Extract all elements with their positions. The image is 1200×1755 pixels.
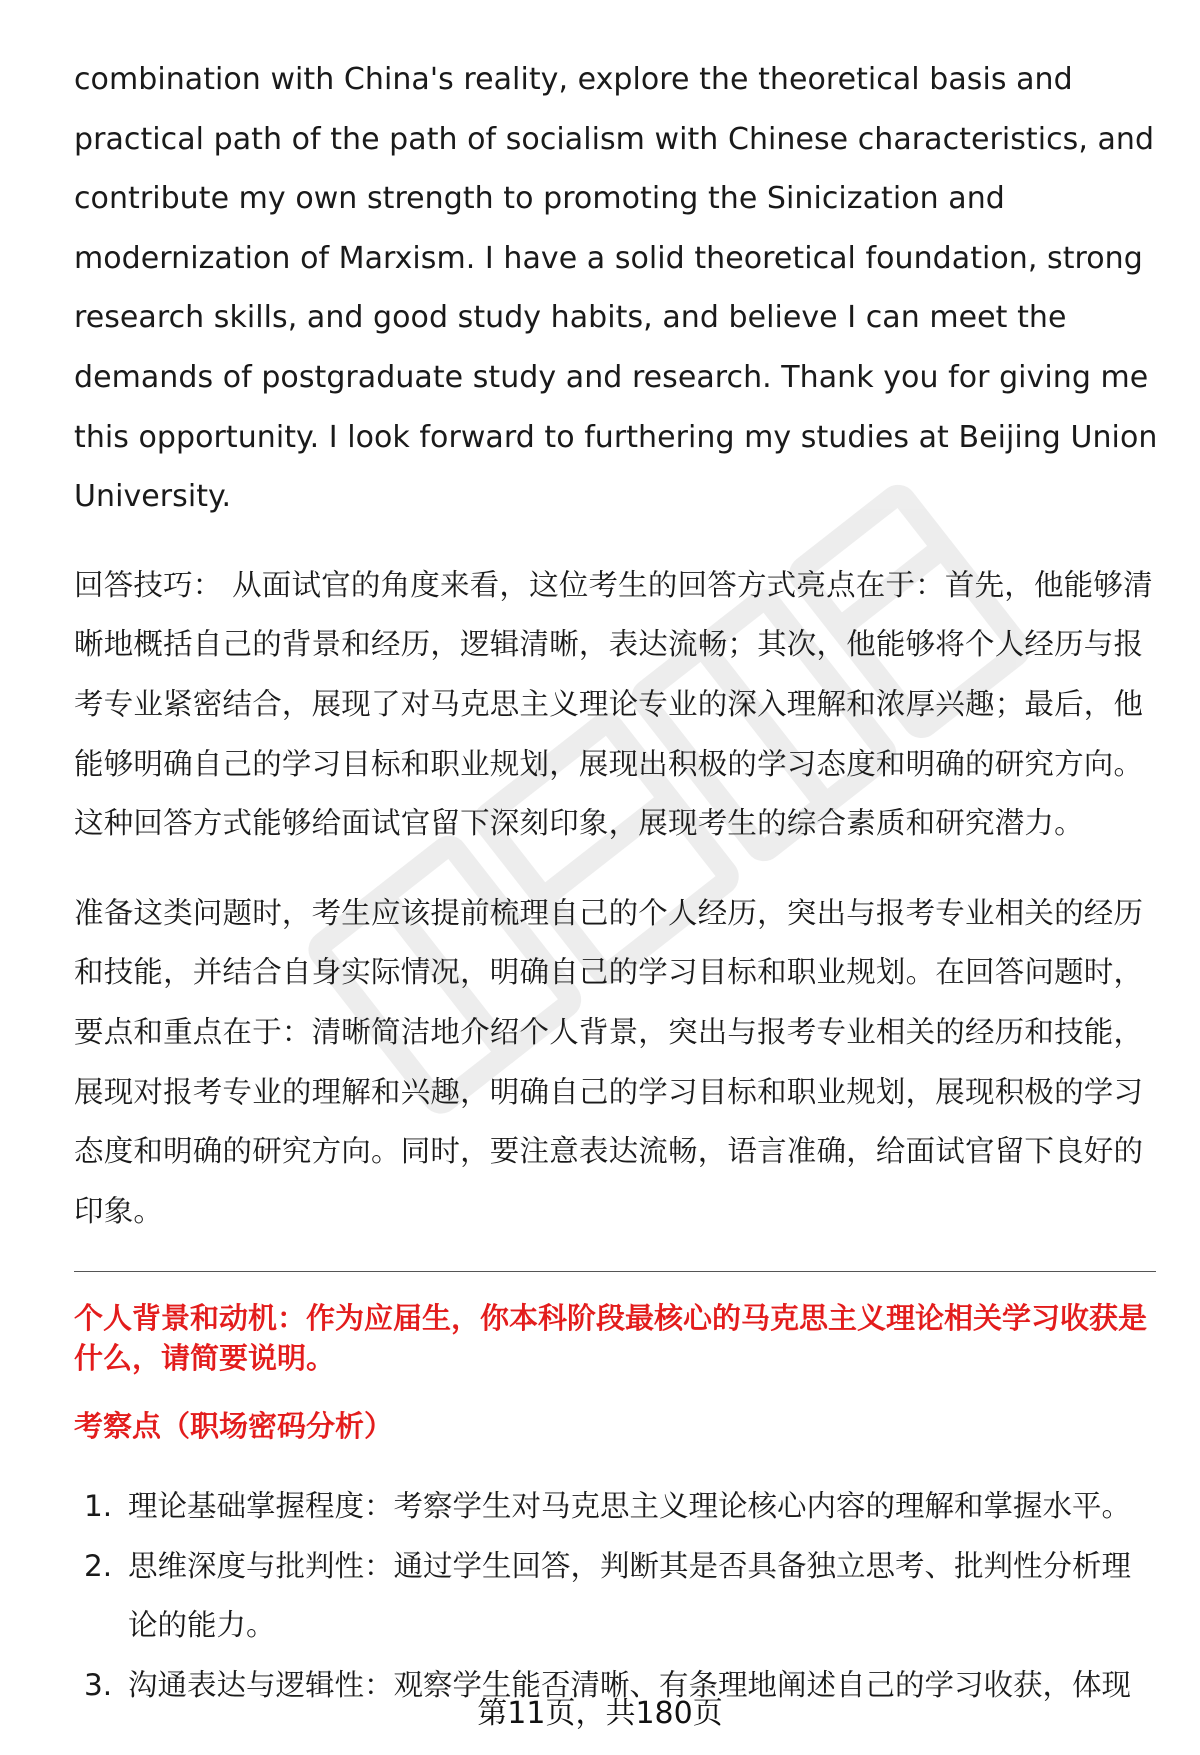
section-divider <box>74 1271 1156 1272</box>
question-heading: 个人背景和动机：作为应届生，你本科阶段最核心的马克思主义理论相关学习收获是什么，请简要说明。 <box>74 1301 1148 1376</box>
list-item-text: 思维深度与批判性：通过学生回答，判断其是否具备独立思考、批判性分析理论的能力。 <box>128 1548 1132 1643</box>
list-item <box>74 1537 1160 1656</box>
answer-tips-paragraph: 回答技巧： 从面试官的角度来看，这位考生的回答方式亮点在于：首先，他能够清晰地概括自己的背景和经历，逻辑清晰，表达流畅；其次，他能够将个人经历与报考专业紧密结合，展现了对马克思主义理论专业的深入理解和浓厚兴趣；最后，他能够明确自己的学习目标和职业规划，展现出积极的学习态度和明确的研究方向。这种回答方式能够给面试官留下深刻印象，展现考生的综合素质和研究潜力。 <box>74 567 1153 841</box>
list-item <box>74 1477 1160 1537</box>
list-item-text: 理论基础掌握程度：考察学生对马克思主义理论核心内容的理解和掌握水平。 <box>128 1489 1132 1524</box>
list-item-number: 2. <box>84 1548 113 1583</box>
list-item-number: 1. <box>84 1489 113 1524</box>
focus-points-list <box>74 1477 1160 1715</box>
list-item-text: 沟通表达与逻辑性：观察学生能否清晰、有条理地阐述自己的学习收获，体现 <box>128 1668 1132 1703</box>
list-item-number: 3. <box>84 1668 113 1703</box>
page-footer: 第11页，共180页 <box>477 1696 723 1731</box>
intro-paragraph: combination with China's reality, explore the theoretical basis and practical path of the path of socialism with Chinese characteristics, and contribute my own strength to promoting the Sinicization and modernization of Marxism. I have a solid theoretical foundation, strong research skills, and good study habits, and believe I can meet the demands of postgraduate study and research. Thank you for giving me this opportunity. I look forward to furthering my studies at Beijing Union University. <box>74 62 1158 515</box>
focus-heading: 考察点（职场密码分析） <box>74 1409 394 1444</box>
preparation-paragraph: 准备这类问题时，考生应该提前梳理自己的个人经历，突出与报考专业相关的经历和技能，并结合自身实际情况，明确自己的学习目标和职业规划。在回答问题时，要点和重点在于：清晰简洁地介绍个人背景，突出与报考专业相关的经历和技能，展现对报考专业的理解和兴趣，明确自己的学习目标和职业规划，展现积极的学习态度和明确的研究方向。同时，要注意表达流畅，语言准确，给面试官留下良好的印象。 <box>74 895 1144 1228</box>
document-page <box>74 50 1160 1716</box>
